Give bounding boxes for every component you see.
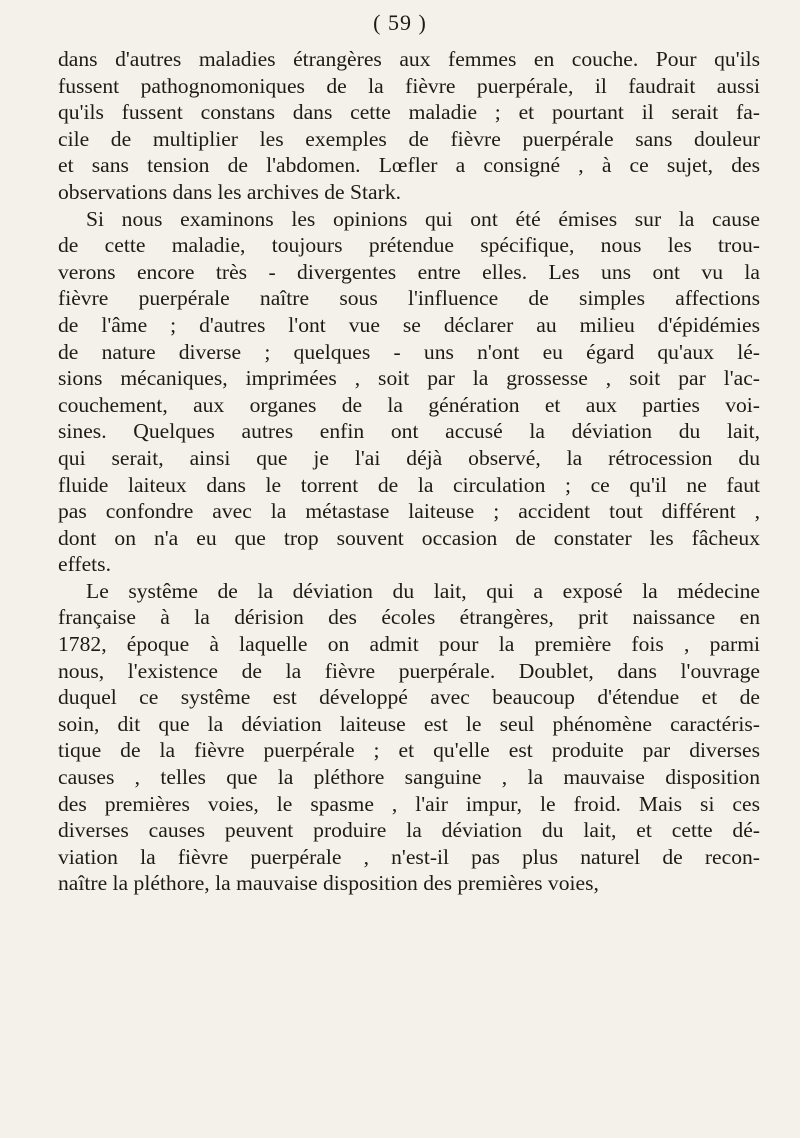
text-line: Le systême de la déviation du lait, qui a exposé la médecine <box>86 578 760 603</box>
text-line: viation la fièvre puerpérale , n'est-il pas plus naturel de recon- <box>58 844 760 869</box>
page-number: ( 59 ) <box>373 10 427 35</box>
text-line: et sans tension de l'abdomen. Lœfler a consigné , à ce sujet, des <box>58 153 760 178</box>
text-line: fièvre puerpérale naître sous l'influence de simples affections <box>58 286 760 311</box>
paragraph-2 <box>58 206 760 578</box>
text-line: causes , telles que la pléthore sanguine , la mauvaise disposition <box>58 765 760 790</box>
paragraph-1 <box>58 46 760 206</box>
paragraph-3 <box>58 578 760 897</box>
text-line: française à la dérision des écoles étrangères, prit naissance en <box>58 605 760 630</box>
text-line: des premières voies, le spasme , l'air impur, le froid. Mais si ces <box>58 791 760 816</box>
text-line: de cette maladie, toujours prétendue spécifique, nous les trou- <box>58 233 760 258</box>
text-line: duquel ce systême est développé avec beaucoup d'étendue et de <box>58 685 760 710</box>
text-line: naître la pléthore, la mauvaise disposition des premières voies, <box>58 871 599 896</box>
text-line: dans d'autres maladies étrangères aux femmes en couche. Pour qu'ils <box>58 47 760 71</box>
text-line: couchement, aux organes de la génération et aux parties voi- <box>58 392 760 417</box>
text-line: diverses causes peuvent produire la déviation du lait, et cette dé- <box>58 818 760 843</box>
text-line: cile de multiplier les exemples de fièvre puerpérale sans douleur <box>58 126 760 151</box>
text-line: sions mécaniques, imprimées , soit par la grossesse , soit par l'ac- <box>58 366 760 391</box>
text-line: qui serait, ainsi que je l'ai déjà observé, la rétrocession du <box>58 445 760 470</box>
text-line: nous, l'existence de la fièvre puerpérale. Doublet, dans l'ouvrage <box>58 658 760 683</box>
text-line: fussent pathognomoniques de la fièvre puerpérale, il faudrait aussi <box>58 73 760 98</box>
text-line: de l'âme ; d'autres l'ont vue se déclarer au milieu d'épidémies <box>58 312 760 337</box>
text-line: soin, dit que la déviation laiteuse est le seul phénomène caractéris- <box>58 711 760 736</box>
text-line: de nature diverse ; quelques - uns n'ont eu égard qu'aux lé- <box>58 339 760 364</box>
text-line: sines. Quelques autres enfin ont accusé la déviation du lait, <box>58 419 760 444</box>
text-line: effets. <box>58 552 111 577</box>
text-line: dont on n'a eu que trop souvent occasion de constater les fâcheux <box>58 525 760 550</box>
text-line: qu'ils fussent constans dans cette maladie ; et pourtant il serait fa- <box>58 100 760 125</box>
text-line: observations dans les archives de Stark. <box>58 179 402 204</box>
text-line: pas confondre avec la métastase laiteuse ; accident tout différent , <box>58 499 760 524</box>
text-line: 1782, époque à laquelle on admit pour la première fois , parmi <box>58 632 760 657</box>
body-text <box>58 46 760 897</box>
text-line: tique de la fièvre puerpérale ; et qu'elle est produite par diverses <box>58 738 760 763</box>
text-line: Si nous examinons les opinions qui ont été émises sur la cause <box>86 206 760 231</box>
text-line: verons encore très - divergentes entre elles. Les uns ont vu la <box>58 259 760 284</box>
text-line: fluide laiteux dans le torrent de la circulation ; ce qu'il ne faut <box>58 472 760 497</box>
